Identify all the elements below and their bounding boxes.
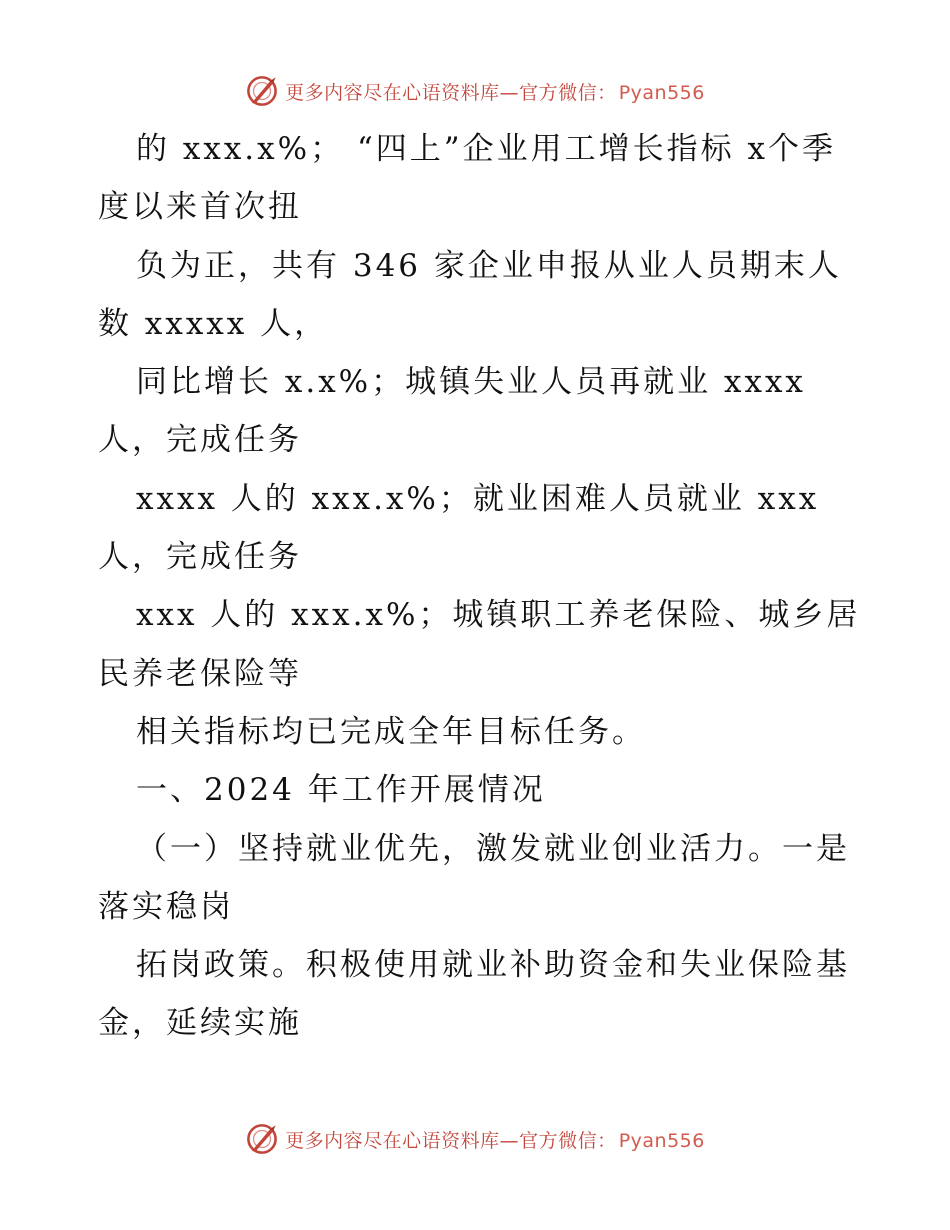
text-line: 民养老保险等 [98, 655, 302, 692]
text-line: xxx 人的 xxx.x%；城镇职工养老保险、城乡居 [136, 597, 861, 634]
text-line: 同比增长 x.x%；城镇失业人员再就业 xxxx [136, 364, 806, 401]
quill-logo-icon [245, 1122, 279, 1156]
watermark-official: 官方微信： [519, 1129, 617, 1152]
text-line: 度以来首次扭 [98, 189, 302, 226]
text-line: 数 xxxxx 人， [98, 305, 329, 342]
watermark-header [0, 71, 950, 111]
text-line: 负为正，共有 346 家企业申报从业人员期末人 [136, 247, 842, 284]
document-body [98, 120, 861, 1053]
watermark-footer [0, 1119, 950, 1159]
text-line: 金，延续实施 [98, 1005, 302, 1042]
watermark-cn: 更多内容尽在心语资料库 [285, 81, 500, 104]
watermark-id: Pyan556 [618, 81, 705, 104]
watermark-separator: — [499, 1129, 520, 1152]
section-heading: 一、2024 年工作开展情况 [136, 772, 546, 809]
watermark-text [285, 1126, 705, 1153]
watermark-text [285, 78, 705, 105]
text-line: 落实稳岗 [98, 888, 234, 925]
text-line: 人，完成任务 [98, 422, 302, 459]
quill-logo-icon [245, 74, 279, 108]
text-line: xxxx 人的 xxx.x%；就业困难人员就业 xxx [136, 480, 820, 517]
text-line: 相关指标均已完成全年目标任务。 [136, 713, 646, 750]
watermark-official: 官方微信： [519, 81, 617, 104]
watermark-separator: — [499, 81, 520, 104]
watermark-id: Pyan556 [618, 1129, 705, 1152]
text-line: 拓岗政策。积极使用就业补助资金和失业保险基 [136, 947, 850, 984]
text-line: 的 xxx.x%； “四上”企业用工增长指标 x个季 [136, 131, 836, 167]
text-line: 人，完成任务 [98, 539, 302, 576]
text-line: （一）坚持就业优先，激发就业创业活力。一是 [136, 830, 850, 867]
watermark-cn: 更多内容尽在心语资料库 [285, 1129, 500, 1152]
